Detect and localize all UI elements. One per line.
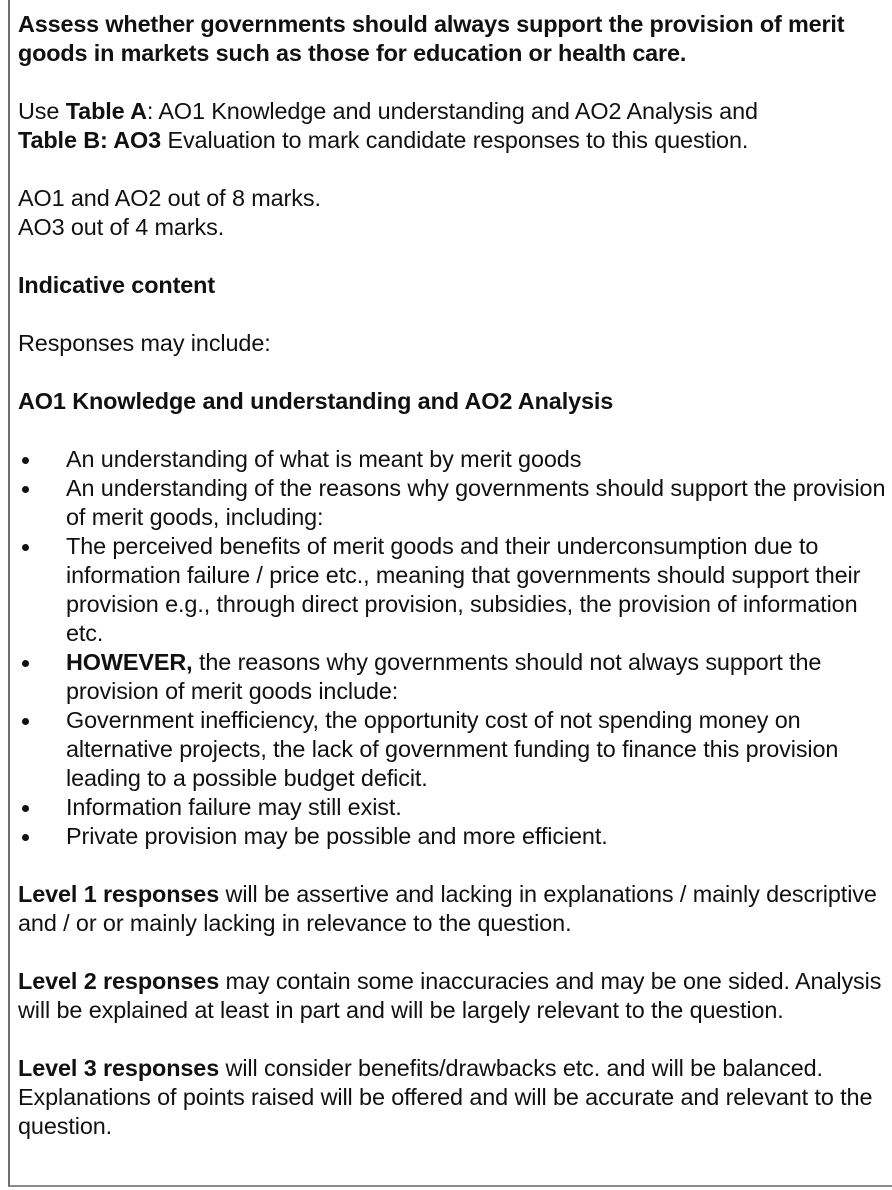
bullet-text: The perceived benefits of merit goods and their underconsumption due to information failure / price etc., meaning that governments should support their provision e.g., through direct provision, subsidies, the provision of information etc.	[66, 533, 861, 646]
spacer	[18, 300, 888, 329]
bullet-text: Information failure may still exist.	[66, 794, 402, 820]
indicative-bullet-list	[18, 445, 888, 851]
bullet-item	[18, 445, 888, 474]
bullet-text: An understanding of what is meant by merit goods	[66, 446, 582, 472]
bullet-icon	[22, 718, 29, 725]
spacer	[18, 416, 888, 445]
table-b-text: Evaluation to mark candidate responses to this question.	[161, 127, 749, 153]
bullet-text: An understanding of the reasons why governments should support the provision of merit goods, including:	[66, 475, 886, 530]
level-text: will be assertive and lacking in explanations / mainly descriptive and / or or mainly lacking in relevance to the question.	[18, 881, 877, 936]
bullet-icon	[22, 834, 29, 841]
bullet-icon	[22, 457, 29, 464]
bullet-item	[18, 532, 888, 648]
bullet-item	[18, 648, 888, 706]
table-a-text: : AO1 Knowledge and understanding and AO2 Analysis and	[146, 98, 758, 124]
spacer	[18, 358, 888, 387]
responses-intro: Responses may include:	[18, 330, 271, 356]
level-text: will consider benefits/drawbacks etc. and will be balanced. Explanations of points raised will be offered and will be accurate and relevant to the question.	[18, 1055, 873, 1139]
bullet-item	[18, 474, 888, 532]
bullet-text: the reasons why governments should not always support the provision of merit goods include:	[66, 649, 822, 704]
bullet-icon	[22, 805, 29, 812]
bullet-item	[18, 706, 888, 793]
bullet-item	[18, 793, 888, 822]
bullet-icon	[22, 486, 29, 493]
level-label: Level 3 responses	[18, 1055, 220, 1081]
indicative-heading: Indicative content	[18, 272, 216, 298]
spacer	[18, 155, 888, 184]
spacer	[18, 242, 888, 271]
level-3-description	[18, 1054, 888, 1141]
marks-ao1-ao2: AO1 and AO2 out of 8 marks.	[18, 185, 321, 211]
level-1-description	[18, 880, 888, 938]
spacer	[18, 938, 888, 967]
spacer	[18, 1025, 888, 1054]
spacer	[18, 68, 888, 97]
level-text: may contain some inaccuracies and may be one sided. Analysis will be explained at least in part and will be largely relevant to the question.	[18, 968, 882, 1023]
bullet-text: Private provision may be possible and more efficient.	[66, 823, 608, 849]
question-text: Assess whether governments should always support the provision of merit goods in markets such as those for education or health care.	[18, 11, 845, 66]
level-label: Level 2 responses	[18, 968, 220, 994]
bullet-icon	[22, 544, 29, 551]
level-label: Level 1 responses	[18, 881, 220, 907]
bullet-icon	[22, 660, 29, 667]
marks-ao3: AO3 out of 4 marks.	[18, 214, 225, 240]
section-heading: AO1 Knowledge and understanding and AO2 Analysis	[18, 388, 614, 414]
level-2-description	[18, 967, 888, 1025]
mark-scheme-content	[18, 10, 888, 1141]
table-a-label: Table A	[65, 98, 147, 124]
bullet-text: Government inefficiency, the opportunity cost of not spending money on alternative projects, the lack of government funding to finance this provision leading to a possible budget deficit.	[66, 707, 839, 791]
bullet-bold: HOWEVER,	[66, 649, 193, 675]
spacer	[18, 851, 888, 880]
bullet-item	[18, 822, 888, 851]
instructions	[18, 97, 888, 155]
use-prefix: Use	[18, 98, 66, 124]
table-b-label: Table B: AO3	[18, 127, 162, 153]
